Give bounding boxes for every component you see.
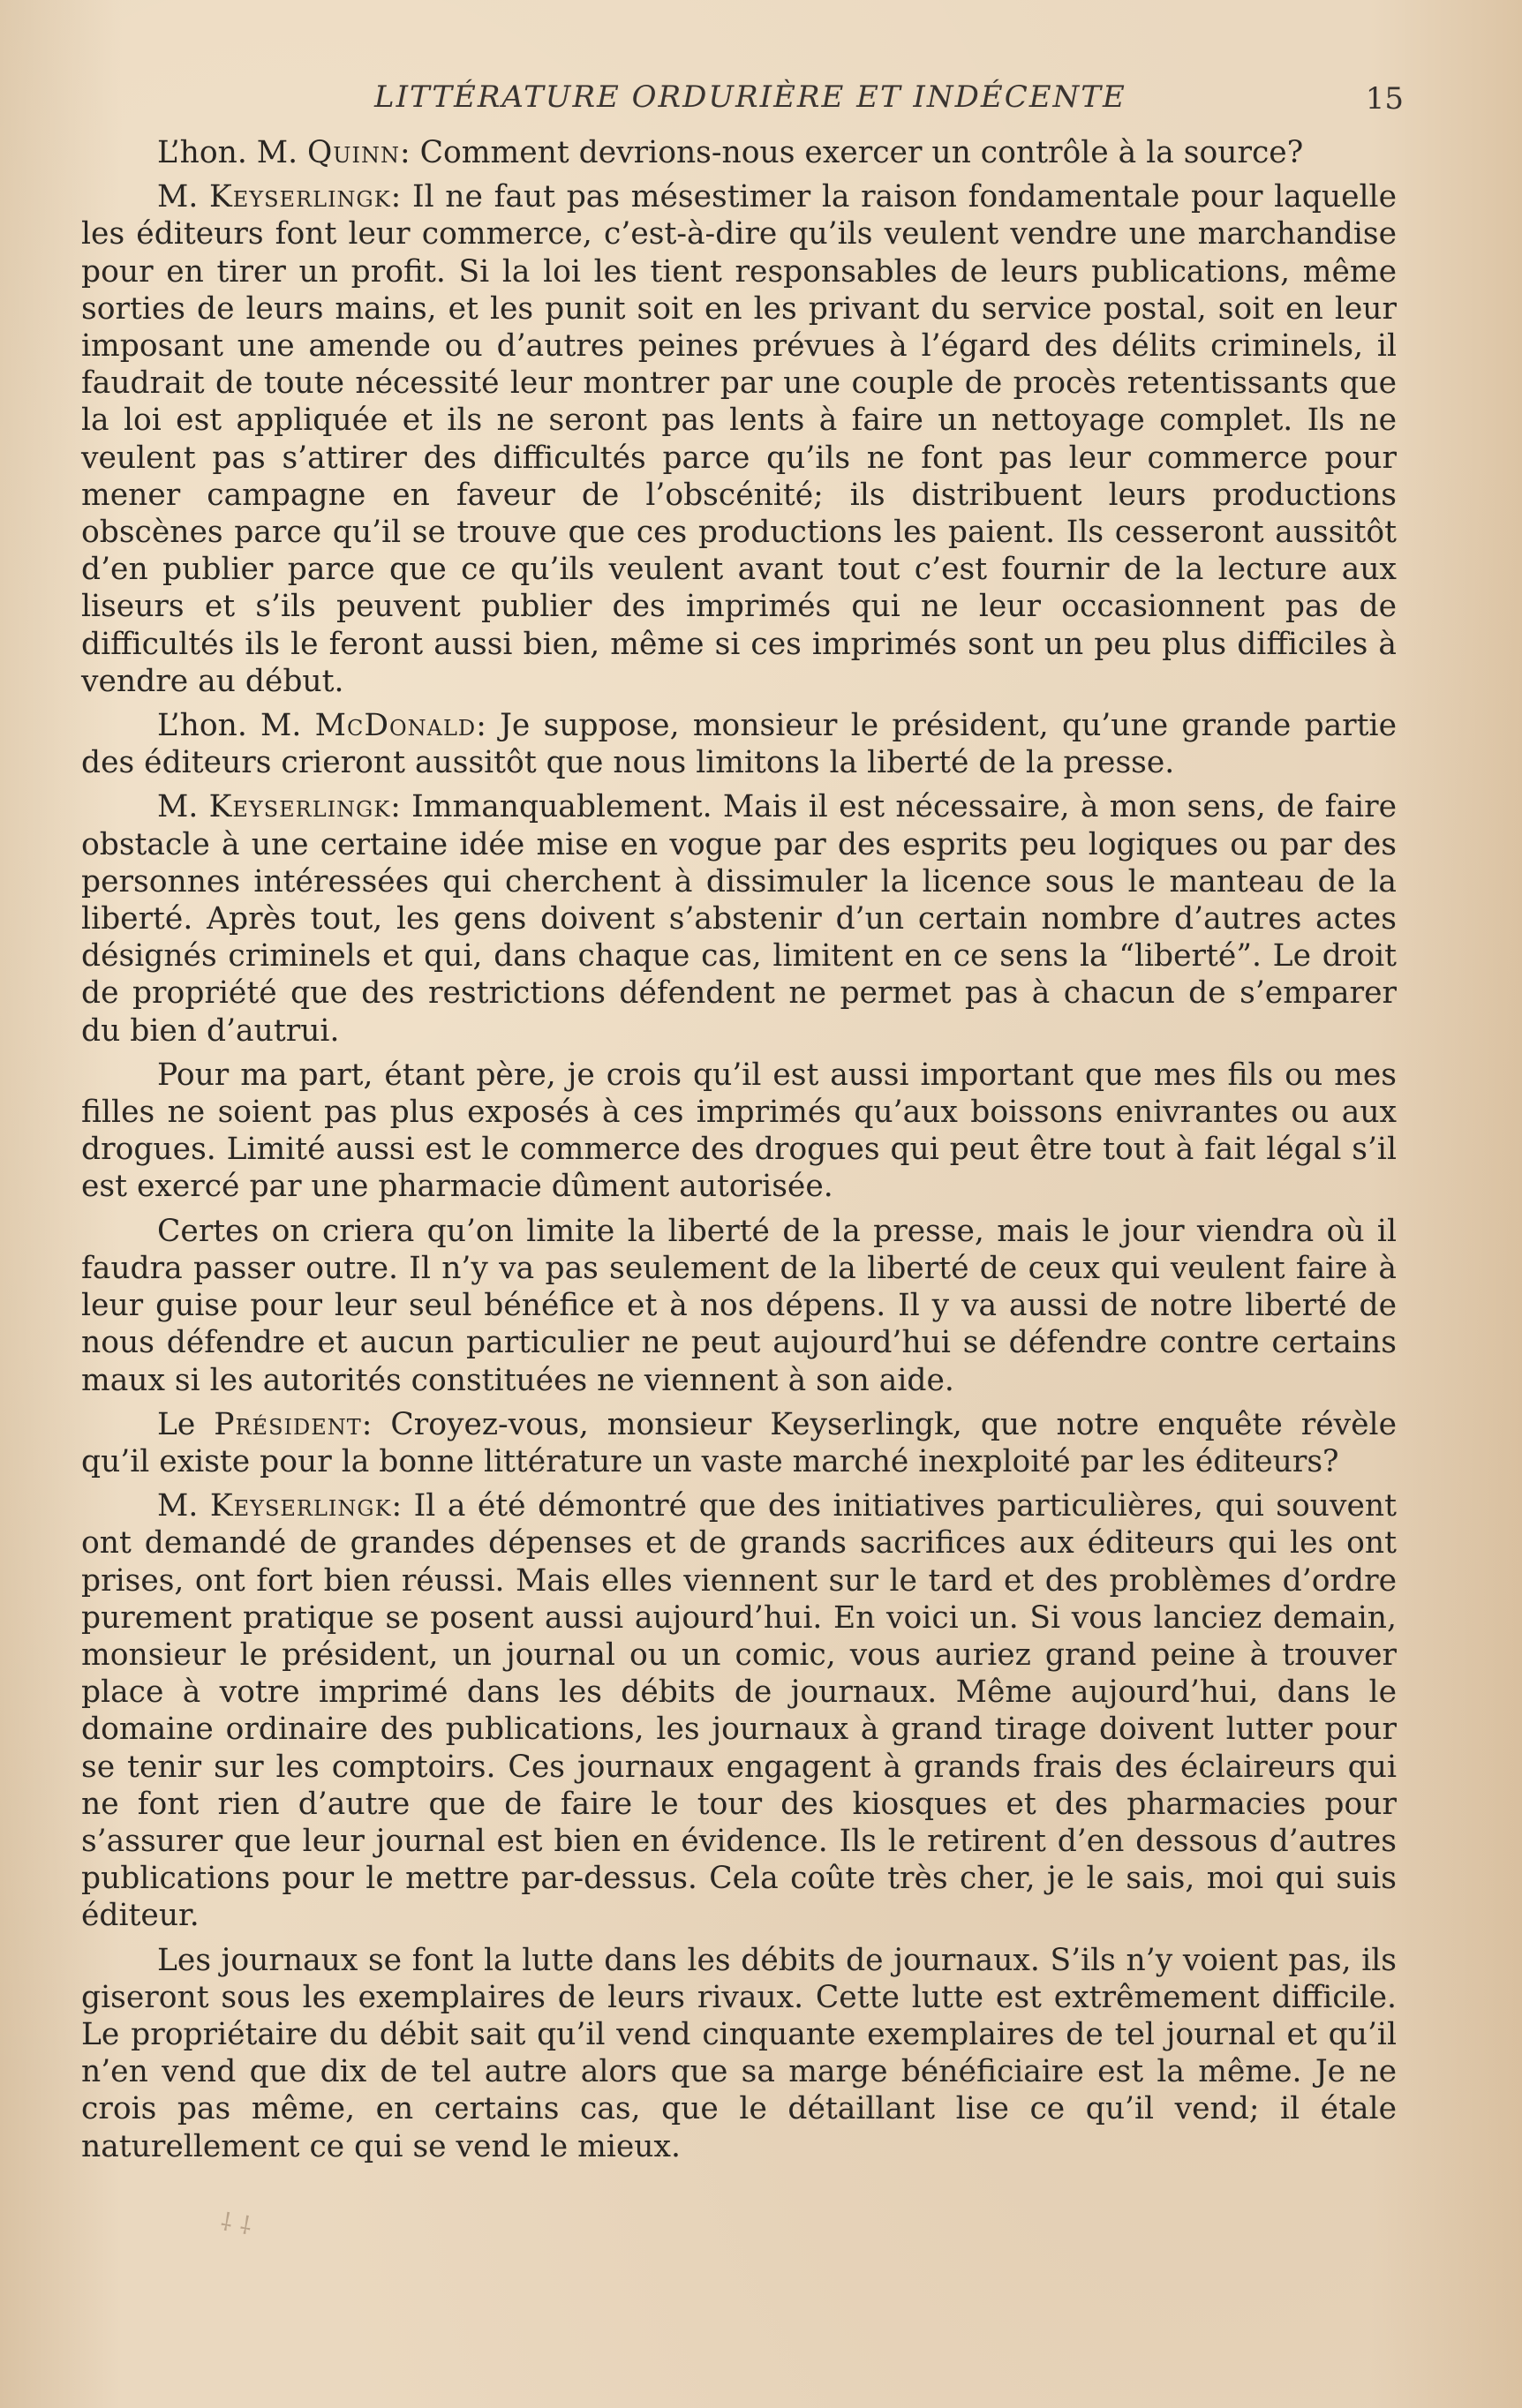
paragraph [81, 178, 1397, 700]
paragraph-text: Pour ma part, étant père, je crois qu’il est aussi important que mes fils ou mes filles ne soient pas plus exposés à ces imprimés qu’aux boissons enivrantes ou aux drogues. Limité aussi est le commerce des drogues qui peut être tout à fait légal s’il est exercé par une pharmacie dûment autorisée. [81, 1057, 1397, 1205]
page-number: 15 [1365, 81, 1404, 117]
paragraph-text: : Croyez-vous, monsieur Keyserlingk, que notre enquête révèle qu’il existe pour la bonne littérature un vaste marché inexploité par les éditeurs? [81, 1406, 1397, 1479]
speaker-name: Président [214, 1406, 362, 1442]
paragraph [81, 788, 1397, 1049]
paragraph [81, 1942, 1397, 2165]
paragraph-text: : Il ne faut pas mésestimer la raison fondamentale pour laquelle les éditeurs font leur commerce, c’est-à-dire qu’ils veulent vendre une marchandise pour en tirer un profit. Si la loi les tient responsables de leurs publications, même sorties de leurs mains, et les punit soit en les privant du service postal, soit en leur imposant une amende ou d’autres peines prévues à l’égard des délits criminels, il faudrait de toute nécessité leur montrer par une couple de procès retentissants que la loi est appliquée et ils ne seront pas lents à faire un nettoyage complet. Ils ne veulent pas s’attirer des difficultés parce qu’ils ne font pas leur commerce pour mener campagne en faveur de l’obscénité; ils distribuent leurs productions obscènes parce qu’il se trouve que ces productions les paient. Ils cesseront aussitôt d’en publier parce que ce qu’ils veulent avant tout c’est fournir de la lecture aux liseurs et s’ils peuvent publier des imprimés qui ne leur occasionnent pas de difficultés ils le feront aussi bien, même si ces imprimés sont un peu plus difficiles à vendre au début. [81, 179, 1397, 699]
speaker-prefix: Le [157, 1406, 215, 1442]
paragraph-text: : Je suppose, monsieur le président, qu’une grande partie des éditeurs crieront aussitôt que nous limitons la liberté de la presse. [81, 708, 1397, 781]
paragraph [81, 707, 1397, 781]
paragraph-text: : Immanquablement. Mais il est nécessaire, à mon sens, de faire obstacle à une certaine idée mise en vogue par des esprits peu logiques ou par des personnes intéressées qui cherchent à dissimuler la licence sous le manteau de la liberté. Après tout, les gens doivent s’abstenir d’un certain nombre d’autres actes désignés criminels et qui, dans chaque cas, limitent en ce sens la “liberté”. Le droit de propriété que des restrictions défendent ne permet pas à chacun de s’emparer du bien d’autrui. [81, 789, 1397, 1049]
paragraph [81, 1406, 1397, 1480]
paragraph-text: Les journaux se font la lutte dans les débits de journaux. S’ils n’y voient pas, ils giseront sous les exemplaires de leurs rivaux. Cette lutte est extrêmement difficile. Le propriétaire du débit sait qu’il vend cinquante exemplaires de tel journal et qu’il n’en vend que dix de tel autre alors que sa marge bénéficiaire est la même. Je ne crois pas même, en certains cas, que le détaillant lise ce qu’il vend; il étale naturellement ce qui se vend le mieux. [81, 1942, 1397, 2164]
paragraph-text: : Comment devrions-nous exercer un contrôle à la source? [400, 135, 1304, 170]
speaker-prefix: L’hon. M. [157, 708, 315, 744]
paragraph [81, 1213, 1397, 1399]
speaker-prefix: M. [157, 1488, 210, 1524]
paragraph [81, 134, 1397, 171]
book-page [81, 71, 1404, 2172]
paragraph [81, 1487, 1397, 1934]
speaker-name: McDonald [314, 708, 477, 744]
speaker-prefix: L’hon. M. [157, 135, 308, 170]
paragraph [81, 1057, 1397, 1206]
running-title: LITTÉRATURE ORDURIÈRE ET INDÉCENTE [374, 79, 1126, 115]
paragraph-text: Certes on criera qu’on limite la liberté de la presse, mais le jour viendra où il faudra passer outre. Il n’y va pas seulement de la liberté de ceux qui veulent faire à leur guise pour leur seul bénéfice et à nos dépens. Il y va aussi de notre liberté de nous défendre et aucun particulier ne peut aujourd’hui se défendre contre certains maux si les autorités constituées ne viennent à son aide. [81, 1213, 1397, 1398]
speaker-name: Keyserlingk [208, 789, 391, 825]
speaker-prefix: M. [157, 179, 209, 215]
page-body [81, 134, 1397, 2165]
speaker-prefix: M. [157, 789, 209, 825]
speaker-name: Quinn [307, 135, 401, 170]
running-header [81, 71, 1404, 134]
paragraph-text: : Il a été démontré que des initiatives particulières, qui souvent ont demandé de grandes dépenses et de grands sacrifices aux éditeurs qui les ont prises, ont fort bien réussi. Mais elles viennent sur le tard et des problèmes d’ordre purement pratique se posent aussi aujourd’hui. En voici un. Si vous lanciez demain, monsieur le président, un journal ou un comic, vous auriez grand peine à trouver place à votre imprimé dans les débits de journaux. Même aujourd’hui, dans le domaine ordinaire des publications, les journaux à grand tirage doivent lutter pour se tenir sur les comptoirs. Ces journaux engagent à grands frais des éclaireurs qui ne font rien d’autre que de faire le tour des kiosques et des pharmacies pour s’assurer que leur journal est bien en évidence. Ils le retirent d’en dessous d’autres publications pour le mettre par-dessus. Cela coûte très cher, je le sais, moi qui suis éditeur. [81, 1488, 1397, 1934]
ink-smudge-mark: ⸸ ⸸ [218, 2207, 254, 2241]
speaker-name: Keyserlingk [209, 1488, 392, 1524]
speaker-name: Keyserlingk [208, 179, 391, 215]
